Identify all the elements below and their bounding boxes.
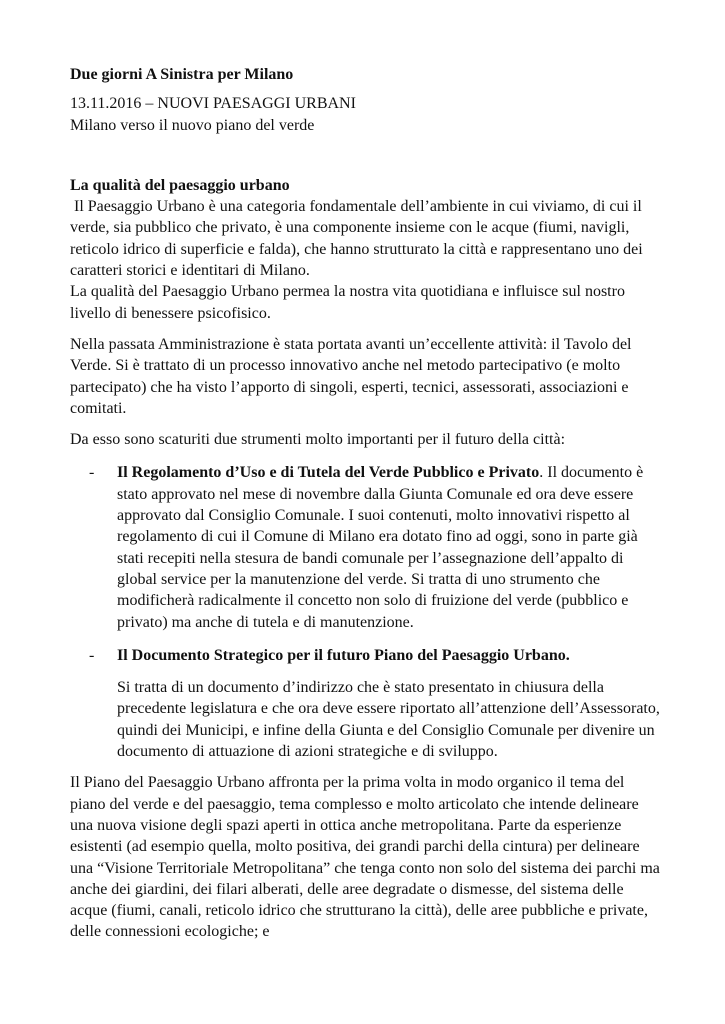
document-subtitle: Milano verso il nuovo piano del verde <box>70 116 315 134</box>
document-title: Due giorni A Sinistra per Milano <box>70 66 294 83</box>
date-line: 13.11.2016 – NUOVI PAESAGGI URBANI <box>70 95 356 113</box>
list-subparagraph: Si tratta di un documento d’indirizzo che è stato presentato in chiusura della precedente legislatura e che ora deve essere riportato all’attenzione dell’Assessorato, quindi dei Municipi, e infine della Giunta e del Consiglio Comunale per divenire un documento di attuazione di azioni strategiche e di sviluppo. <box>117 679 660 761</box>
paragraph: La qualità del Paesaggio Urbano permea la nostra vita quotidiana e influisce sul nostro livello di benessere psicofisico. <box>70 283 625 322</box>
list-marker: - <box>89 646 95 664</box>
section-heading: La qualità del paesaggio urbano <box>70 176 290 194</box>
document-page <box>70 64 660 943</box>
list-item-text: . Il documento è stato approvato nel mese di novembre dalla Giunta Comunale ed ora deve essere approvato dal Consiglio Comunale. I suoi contenuti, molto innovativi rispetto al regolamento di cui il Comune di Milano era dotato fino ad oggi, sono in parte già stati recepiti nella stesura de bandi comunale per l’assegnazione dell’appalto di global service per la manutenzione del verde. Si tratta di uno strumento che modificherà radicalmente il concetto non solo di fruizione del verde (pubblico e privato) ma anche di tutela e di manutenzione. <box>117 464 644 631</box>
list-item-bold-title: Il Regolamento d’Uso e di Tutela del Verde Pubblico e Privato <box>117 464 540 482</box>
paragraph: Nella passata Amministrazione è stata portata avanti un’eccellente attività: il Tavolo del Verde. Si è trattato di un processo innovativo anche nel metodo partecipativo (e molto partecipato) che ha visto l’apporto di singoli, esperti, tecnici, assessorati, associazioni e comitati. <box>70 335 632 417</box>
list-marker: - <box>89 464 95 482</box>
paragraph: Da esso sono scaturiti due strumenti molto importanti per il futuro della città: <box>70 431 566 449</box>
list-item-bold-title: Il Documento Strategico per il futuro Piano del Paesaggio Urbano. <box>117 646 570 664</box>
paragraph: Il Piano del Paesaggio Urbano affronta per la prima volta in modo organico il tema del piano del verde e del paesaggio, tema complesso e molto articolato che intende delineare una nuova visione degli spazi aperti in ottica anche metropolitana. Parte da esperienze esistenti (ad esempio quella, molto positiva, dei grandi parchi della cintura) per delineare una “Visione Territoriale Metropolitana” che tenga conto non solo del sistema dei parchi ma anche dei giardini, dei filari alberati, delle aree degradate o dismesse, del sistema delle acque (fiumi, canali, reticolo idrico che strutturano la città), delle aree pubbliche e private, delle connessioni ecologiche; e <box>70 774 660 941</box>
list-item <box>70 462 660 632</box>
paragraph: Il Paesaggio Urbano è una categoria fondamentale dell’ambiente in cui viviamo, di cui il verde, sia pubblico che privato, è una componente insieme con le acque (fiumi, navigli, reticolo idrico di superficie e falda), che hanno strutturato la città e rappresentano uno dei caratteri storici e identitari di Milano. <box>70 198 647 280</box>
list-item <box>70 645 660 666</box>
